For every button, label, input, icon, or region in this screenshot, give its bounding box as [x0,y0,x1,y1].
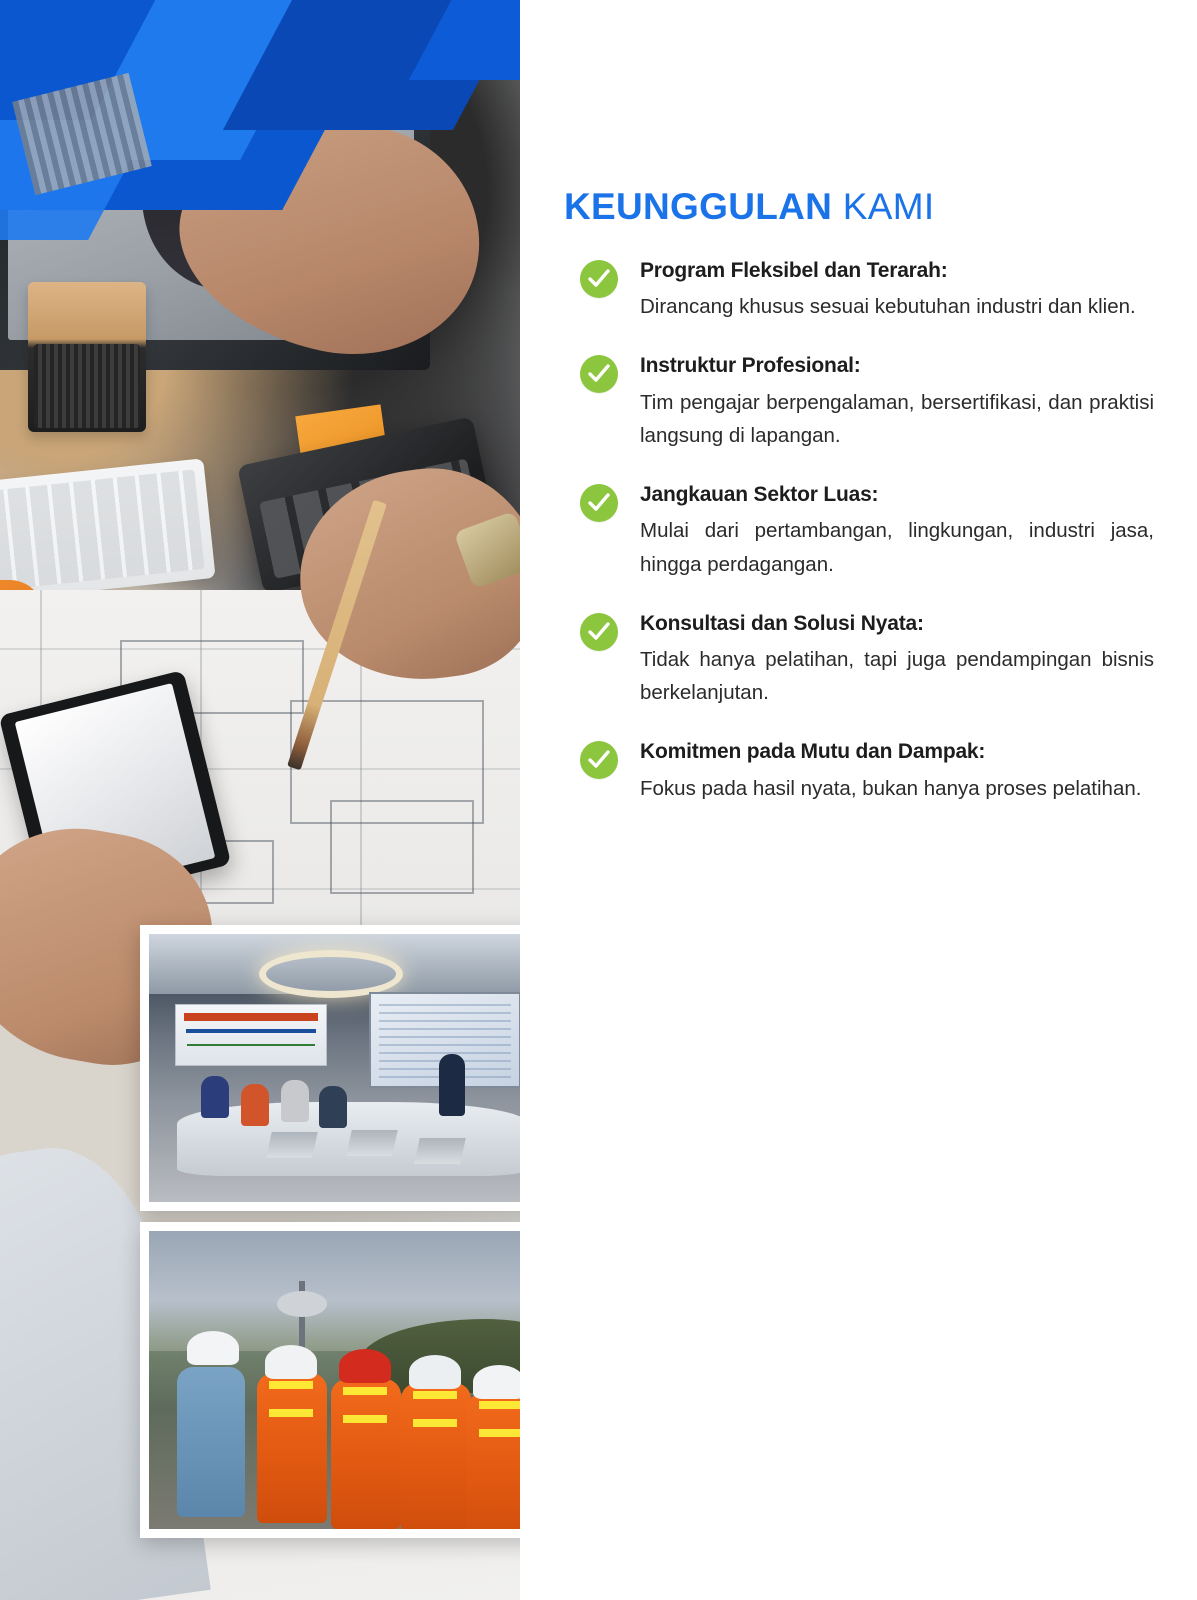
list-item [564,611,1154,710]
list-item [564,739,1154,804]
safety-helmet-shape [339,1349,391,1383]
advantage-description: Tim pengajar berpengalaman, bersertifikasi, dan praktisi langsung di lapangan. [640,390,1154,447]
check-circle-icon [580,484,618,522]
safety-helmet-shape [187,1331,239,1365]
participant-shape [319,1086,347,1128]
safety-helmet-shape [409,1355,461,1389]
advantage-title: Instruktur Profesional: [640,354,861,378]
participant-shape [201,1076,229,1118]
page-title-bold: KEUNGGULAN [564,186,833,227]
field-workers-safety-vest-photo [140,1222,566,1538]
advantage-description: Dirancang khusus sesuai kebutuhan industri dan klien. [640,295,1136,319]
check-circle-icon [580,741,618,779]
event-backdrop-banner [175,1004,327,1066]
laptop-shape [414,1138,466,1164]
list-item [564,258,1154,323]
advantage-title: Program Fleksibel dan Terarah: [640,259,948,282]
safety-helmet-shape [265,1345,317,1379]
advantage-title: Jangkauan Sektor Luas: [640,483,879,507]
worker-blue-shirt-shape [177,1367,245,1517]
worker-shape [331,1379,401,1529]
worker-shape [257,1373,327,1523]
check-circle-icon [580,613,618,651]
advantage-description: Fokus pada hasil nyata, bukan hanya proses pelatihan. [640,776,1142,800]
check-circle-icon [580,355,618,393]
participant-shape [281,1080,309,1122]
check-circle-icon [580,260,618,298]
presenter-shape [439,1054,465,1116]
laptop-shape [346,1130,398,1156]
page-title-light: KAMI [832,186,935,227]
page-title [564,186,934,228]
pencil-cup-shape [28,282,146,432]
list-item [564,482,1154,581]
meeting-room-presentation-photo [140,925,566,1211]
keyboard-shape [0,458,216,601]
advantages-list [564,258,1154,835]
participant-shape [241,1084,269,1126]
laptop-shape [266,1132,318,1158]
advantage-title: Konsultasi dan Solusi Nyata: [640,611,924,635]
blueprint-detail [330,800,474,894]
safety-helmet-shape [473,1365,525,1399]
worker-shape [401,1383,471,1529]
ring-light-shape [259,950,403,998]
advantage-description: Tidak hanya pelatihan, tapi juga pendampingan bisnis berkelanjutan. [640,648,1154,705]
advantage-description: Mulai dari pertambangan, lingkungan, industri jasa, hingga perdagangan. [640,519,1154,576]
content-column [520,0,1197,1600]
list-item [564,353,1154,452]
advantage-title: Komitmen pada Mutu dan Dampak: [640,740,986,764]
